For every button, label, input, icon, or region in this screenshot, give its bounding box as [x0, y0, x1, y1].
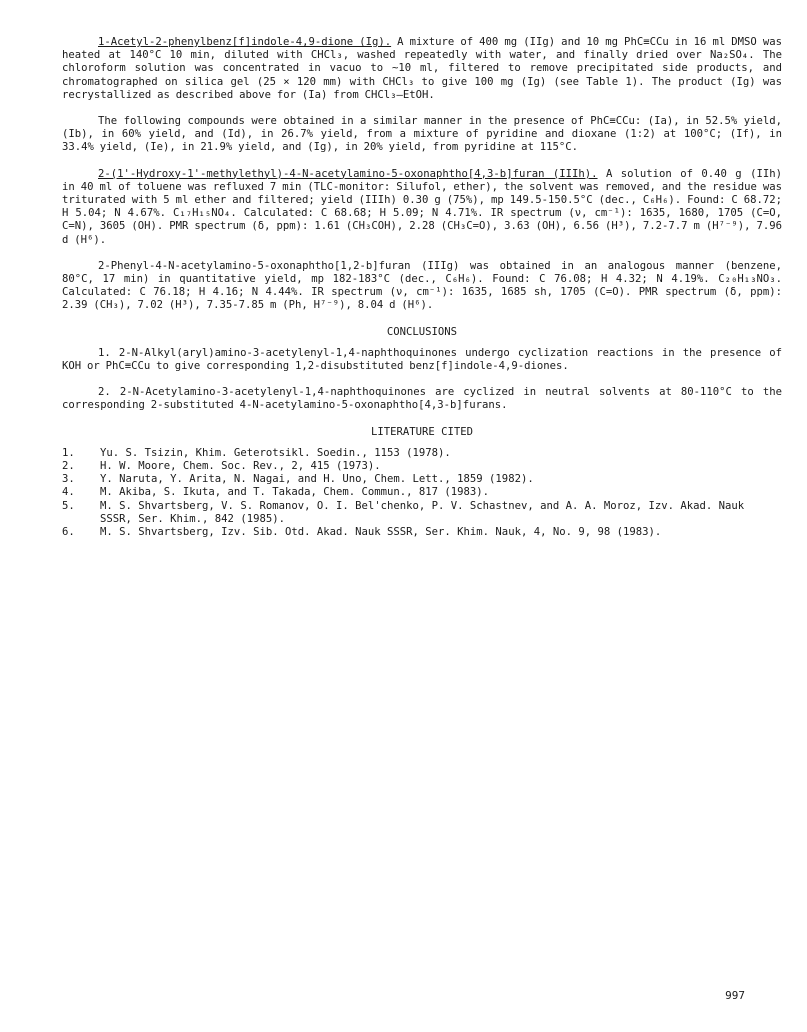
compound-title-iiih: 2-(1'-Hydroxy-1'-methylethyl)-4-N-acetylamino-5-oxonaphtho[4,3-b]furan (IIIh).: [98, 167, 598, 180]
reference-item: [62, 447, 782, 460]
reference-item: [62, 486, 782, 499]
reference-item: [62, 460, 782, 473]
reference-text: Y. Naruta, Y. Arita, N. Nagai, and H. Uno, Chem. Lett., 1859 (1982).: [100, 473, 534, 486]
reference-list: [62, 447, 782, 539]
page-number: 997: [725, 989, 745, 1002]
paragraph-iiig-synthesis: 2-Phenyl-4-N-acetylamino-5-oxonaphtho[1,2-b]furan (IIIg) was obtained in an analogous manner (benzene, 80°C, 17 min) in quantitative yield, mp 182-183°C (dec., C₆H₆). Found: C 76.08; H 4.32; N 4.19%. C₂₀H₁₃NO₃. Calculated: C 76.18; H 4.16; N 4.44%. IR spectrum (ν, cm⁻¹): 1635, 1685 sh, 1705 (C=O). PMR spectrum (δ, ppm): 2.39 (CH₃), 7.02 (H³), 7.35-7.85 m (Ph, H⁷⁻⁹), 8.04 d (H⁶).: [62, 259, 782, 312]
conclusion-2: 2. 2-N-Acetylamino-3-acetylenyl-1,4-naphthoquinones are cyclized in neutral solvents at 80-110°C to the corresponding 2-substituted 4-N-acetylamino-5-oxonaphtho[4,3-b]furans.: [62, 386, 782, 412]
paragraph-body: A mixture of 400 mg (IIg) and 10 mg PhC≡CCu in 16 ml DMSO was heated at 140°C 10 min, diluted with CHCl₃, washed repeatedly with water, and finally dried over Na₂SO₄. The chloroform solution was concentrated in vacuo to ∼10 ml, filtered to remove precipitated side products, and chromatographed on silica gel (25 × 120 mm) with CHCl₃ to give 100 mg (Ig) (see Table 1). The product (Ig) was recrystallized as described above for (Ia) from CHCl₃–EtOH.: [62, 36, 783, 101]
reference-number: 2.: [62, 460, 75, 473]
reference-text: M. S. Shvartsberg, V. S. Romanov, O. I. Bel'chenko, P. V. Schastnev, and A. A. Moroz, Izv. Akad. Nauk SSSR, Ser. Khim., 842 (1985).: [100, 499, 745, 525]
reference-number: 3.: [62, 473, 75, 486]
reference-item: [62, 473, 782, 486]
reference-number: 5.: [62, 499, 75, 512]
reference-item: [62, 526, 782, 539]
reference-number: 6.: [62, 526, 75, 539]
paragraph-body: A solution of 0.40 g (IIh) in 40 ml of toluene was refluxed 7 min (TLC-monitor: Silufol, ether), the solvent was removed, and the residue was triturated with 5 ml ether and filtered; yield (IIIh) 0.30 g (75%), mp 149.5-150.5°C (dec., C₆H₆). Found: C 68.72; H 5.04; N 4.67%. C₁₇H₁₅NO₄. Calculated: C 68.68; H 5.09; N 4.71%. IR spectrum (ν, cm⁻¹): 1635, 1680, 1705 (C=O, C=N), 3605 (OH). PMR spectrum (δ, ppm): 1.61 (CH₃COH), 2.28 (CH₃C=O), 3.63 (OH), 6.56 (H³), 7.2-7.7 m (H⁷⁻⁹), 7.96 d (H⁶).: [62, 167, 782, 246]
conclusions-heading: CONCLUSIONS: [386, 325, 458, 338]
reference-number: 1.: [62, 446, 75, 459]
reference-text: M. S. Shvartsberg, Izv. Sib. Otd. Akad. Nauk SSSR, Ser. Khim. Nauk, 4, No. 9, 98 (1983).: [100, 526, 662, 539]
reference-text: Yu. S. Tsizin, Khim. Geterotsikl. Soedin., 1153 (1978).: [100, 446, 451, 459]
reference-text: M. Akiba, S. Ikuta, and T. Takada, Chem. Commun., 817 (1983).: [100, 486, 490, 499]
paragraph-ig-synthesis: [62, 36, 782, 102]
paragraph-iiih-synthesis: [62, 168, 782, 247]
conclusion-1: 1. 2-N-Alkyl(aryl)amino-3-acetylenyl-1,4-naphthoquinones undergo cyclization reactions in the presence of KOH or PhC≡CCu to give corresponding 1,2-disubstituted benz[f]indole-4,9-diones.: [62, 346, 782, 373]
reference-item: [62, 500, 782, 526]
literature-heading: LITERATURE CITED: [370, 425, 474, 438]
reference-number: 4.: [62, 486, 75, 499]
compound-title-ig: 1-Acetyl-2-phenylbenz[f]indole-4,9-dione (Ig).: [98, 36, 392, 48]
reference-text: H. W. Moore, Chem. Soc. Rev., 2, 415 (1973).: [100, 460, 381, 473]
document-page: [62, 36, 782, 539]
paragraph-similar-compounds: The following compounds were obtained in a similar manner in the presence of PhC≡CCu: (Ia), in 52.5% yield, (Ib), in 60% yield, and (Id), in 26.7% yield, from a mixture of pyridine and dioxane (1:2) at 100°C; (If), in 33.4% yield, (Ie), in 21.9% yield, and (Ig), in 20% yield, from pyridine at 115°C.: [62, 115, 782, 154]
